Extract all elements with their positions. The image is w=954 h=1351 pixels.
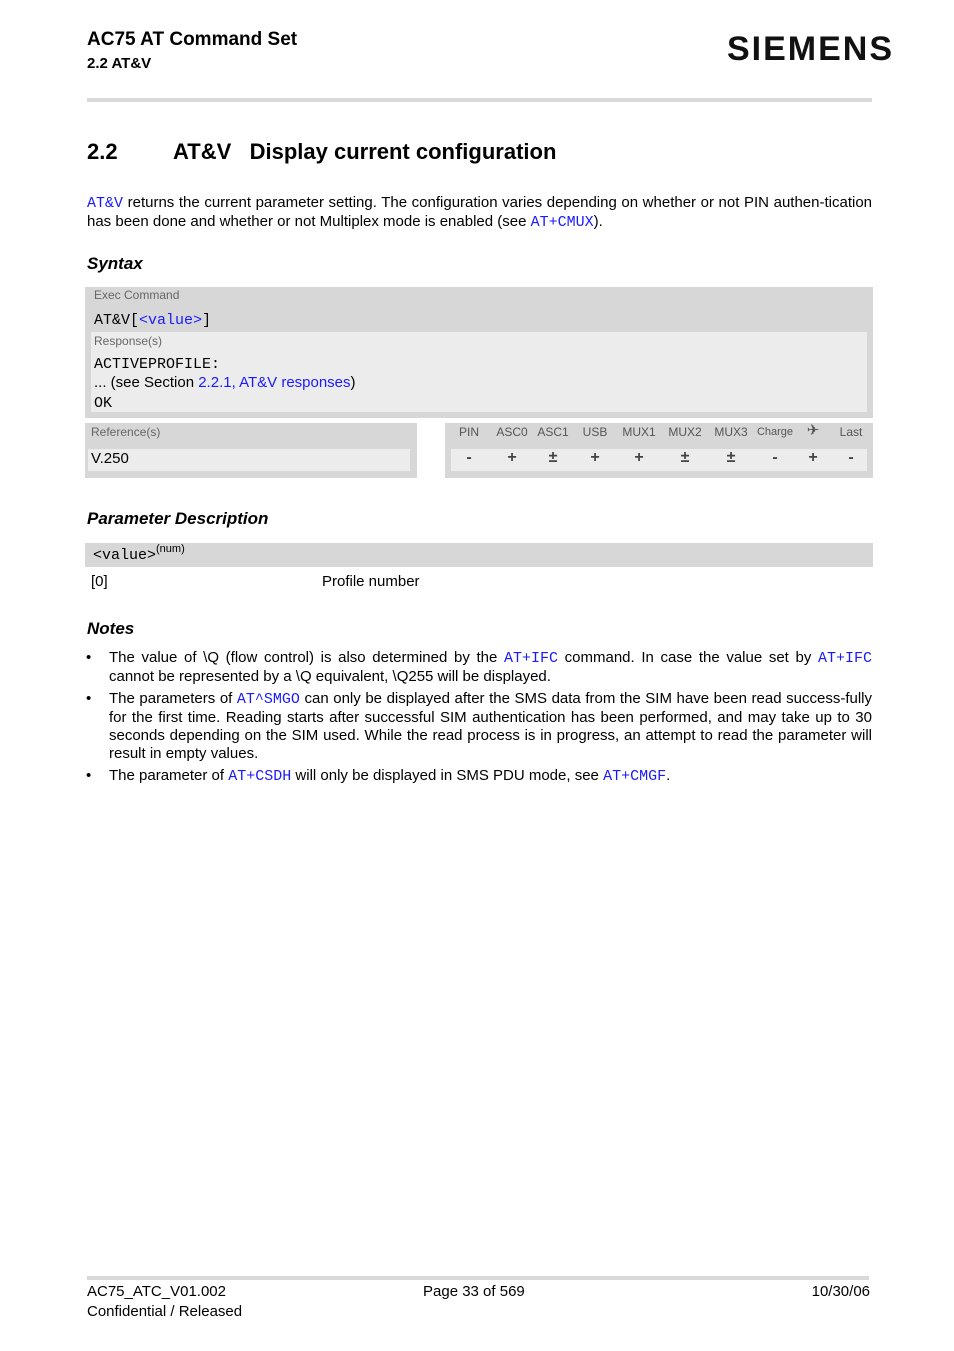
avail-value-mux1: + <box>634 449 644 466</box>
avail-header-asc1: ASC1 <box>537 425 569 439</box>
exec-cmd-suffix: ] <box>202 312 212 329</box>
avail-value-airplane: + <box>808 449 818 466</box>
section-title-text: AT&V Display current configuration <box>173 139 557 164</box>
intro-text-2: ). <box>593 213 603 230</box>
parameter-name <box>93 543 185 564</box>
intro-text-1: returns the current parameter setting. The configuration varies depending on whether or not PIN authen-tication has been done and whether or not Multiplex mode is enabled (see <box>87 194 872 230</box>
note-1-text-2: command. In case the value set by <box>558 649 818 666</box>
syntax-heading: Syntax <box>87 254 143 273</box>
parameter-value-description: Profile number <box>322 573 420 590</box>
reference-value: V.250 <box>91 450 129 467</box>
avail-header-mux3: MUX3 <box>714 425 748 439</box>
avail-value-charge: - <box>772 449 778 466</box>
footer-date: 10/30/06 <box>811 1283 870 1300</box>
avail-value-mux3: ± <box>726 449 736 466</box>
avail-value-usb: + <box>590 449 600 466</box>
footer-divider <box>87 1276 869 1280</box>
parameter-bar <box>85 543 873 567</box>
avail-header-pin: PIN <box>458 425 480 439</box>
see-section-prefix: ... (see Section <box>94 374 199 391</box>
note-1-text-1: The value of \Q (flow control) is also determined by the <box>109 649 504 666</box>
reference-label: Reference(s) <box>91 425 161 439</box>
note-bullet: • <box>86 690 92 707</box>
footer-document-id: AC75_ATC_V01.002 <box>87 1283 226 1300</box>
intro-paragraph <box>87 194 872 232</box>
at-smgo-link[interactable]: AT^SMGO <box>236 691 300 708</box>
response-line-ok: OK <box>94 395 113 412</box>
at-csdh-link[interactable]: AT+CSDH <box>228 768 292 785</box>
response-label: Response(s) <box>94 334 163 348</box>
at-cmux-link[interactable]: AT+CMUX <box>530 214 594 231</box>
avail-value-pin: - <box>466 449 472 466</box>
document-subtitle: 2.2 AT&V <box>87 55 152 72</box>
section-2-2-1-link[interactable]: 2.2.1, AT&V responses <box>198 374 351 391</box>
parameter-type: (num) <box>156 543 185 555</box>
at-v-link[interactable]: AT&V <box>87 195 124 212</box>
parameter-name-text: <value> <box>93 547 157 564</box>
response-line-activeprofile: ACTIVEPROFILE: <box>94 356 221 373</box>
footer-page-number: Page 33 of 569 <box>423 1283 525 1300</box>
document-title: AC75 AT Command Set <box>87 29 298 50</box>
note-1-text-3: cannot be represented by a \Q equivalent, \Q255 will be displayed. <box>109 668 551 685</box>
note-1 <box>109 649 872 686</box>
parameter-description-heading: Parameter Description <box>87 509 269 528</box>
avail-header-charge: Charge <box>756 426 794 438</box>
note-3-text-1: The parameter of <box>109 767 229 784</box>
note-bullet: • <box>86 767 92 784</box>
header-divider <box>87 98 872 102</box>
note-bullet: • <box>86 649 92 666</box>
at-ifc-link[interactable]: AT+IFC <box>503 650 558 667</box>
note-3-text-2: will only be displayed in SMS PDU mode, see <box>291 767 604 784</box>
exec-command <box>94 311 211 329</box>
footer-confidentiality: Confidential / Released <box>87 1303 243 1320</box>
reference-value-panel <box>88 449 410 471</box>
avail-value-last: - <box>848 449 854 466</box>
at-cmgf-link[interactable]: AT+CMGF <box>603 768 667 785</box>
avail-header-mux2: MUX2 <box>668 425 702 439</box>
avail-header-usb: USB <box>582 425 608 439</box>
note-3 <box>109 767 872 786</box>
notes-heading: Notes <box>87 619 135 638</box>
siemens-logo: SIEMENS <box>727 30 895 68</box>
exec-command-label: Exec Command <box>94 288 180 302</box>
response-line-see-section <box>94 374 356 391</box>
note-3-text-3: . <box>666 767 671 784</box>
avail-value-mux2: ± <box>680 449 690 466</box>
section-title <box>173 139 556 165</box>
avail-header-asc0: ASC0 <box>496 425 528 439</box>
value-param-link[interactable]: <value> <box>139 312 203 329</box>
note-2 <box>109 690 872 763</box>
airplane-icon: ✈ <box>806 422 820 439</box>
avail-header-last: Last <box>839 425 863 439</box>
avail-value-asc0: + <box>507 449 517 466</box>
at-ifc-link[interactable]: AT+IFC <box>818 650 873 667</box>
avail-header-mux1: MUX1 <box>622 425 656 439</box>
note-2-text-1: The parameters of <box>109 690 237 707</box>
avail-value-asc1: ± <box>548 449 558 466</box>
parameter-value: [0] <box>91 573 108 590</box>
exec-cmd-prefix: AT&V[ <box>94 312 140 329</box>
see-section-suffix: ) <box>350 374 356 391</box>
section-number: 2.2 <box>87 139 118 164</box>
note-2-text-2: can only be displayed after the SMS data from the SIM have been read success-fully for the first time. Reading starts after successful SIM authentication has been performed, and may take up to 30 seconds depending on the SIM used. While the read process is in progress, an attempt to read the parameter will result in empty values. <box>109 690 872 762</box>
